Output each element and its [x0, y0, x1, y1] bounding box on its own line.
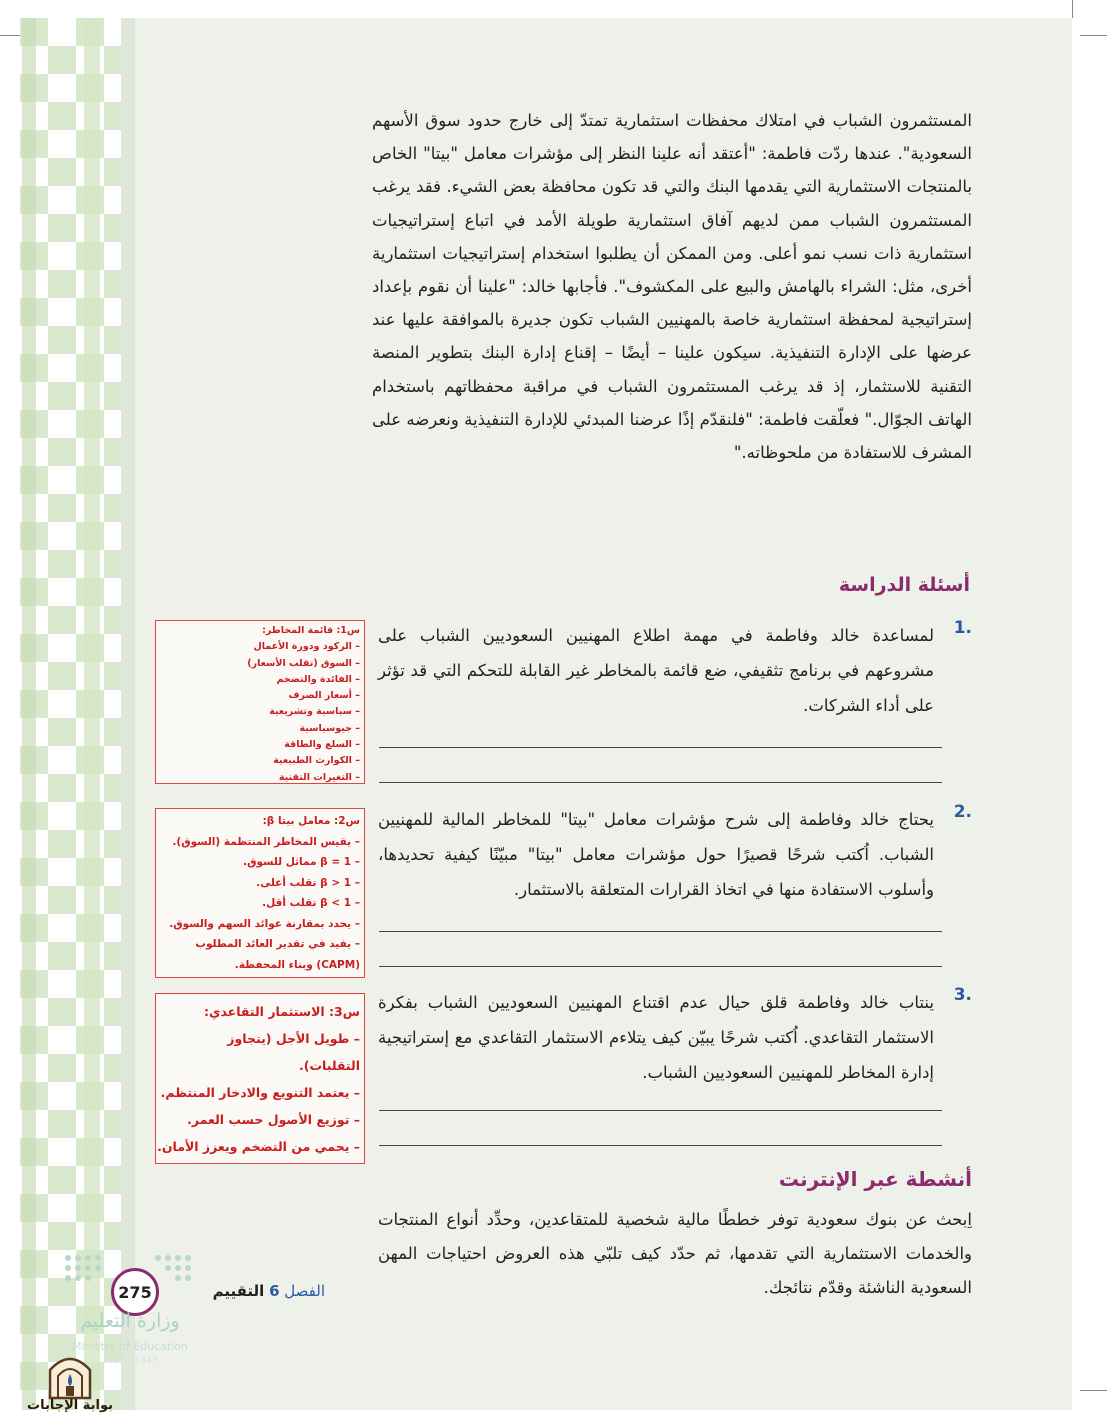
answer-item: – طويل الأجل (يتجاوز — [227, 1031, 360, 1046]
answer-item: – توزيع الأصول حسب العمر. — [187, 1112, 360, 1127]
ministry-name-ar: وزارة التعليم — [80, 1310, 180, 1332]
chapter-label: الفصل — [284, 1282, 325, 1300]
question-number: .2 — [953, 802, 972, 822]
edition-year: 2025 - 1447 — [102, 1356, 158, 1366]
question-text: ينتاب خالد وفاطمة قلق حيال عدم اقتناع المهنيين السعوديين الشباب بفكرة الاستثمار التقاعدي. اُكتب شرحًا يبيّن كيف يتلاءم الاستثمار التقاعدي مع إستراتيجية إدارة المخاطر للمهنيين السعوديين الشباب. — [378, 993, 934, 1082]
answer-item: – السلع والطاقة — [284, 739, 360, 751]
answer-item: – يحدد بمقارنة عوائد السهم والسوق. — [169, 917, 360, 930]
answer-line[interactable] — [379, 966, 942, 967]
answer-item: – الفائدة والتضخم — [276, 673, 360, 685]
answers-portal-logo-icon — [44, 1348, 96, 1400]
answer-item: – β = 1 مماثل للسوق. — [243, 856, 360, 868]
question-2 — [378, 802, 972, 967]
answers-portal-label: بوابة الإجابات — [27, 1398, 113, 1413]
answer-line[interactable] — [379, 747, 942, 748]
answer-line[interactable] — [379, 931, 942, 932]
answer-item: – يحمي من التضخم ويعزز الأمان. — [157, 1139, 360, 1154]
answer-heading: س3: الاستثمار التقاعدي: — [203, 1004, 360, 1019]
chapter-number: 6 — [269, 1282, 280, 1300]
answer-box-q2 — [155, 808, 365, 978]
answer-heading: س2: معامل بيتا β: — [262, 815, 360, 827]
question-number: .3 — [953, 985, 972, 1005]
answer-item: – أسعار الصرف — [288, 690, 360, 702]
page-number: 275 — [111, 1268, 159, 1316]
question-3 — [378, 985, 972, 1146]
chapter-title: التقييم — [212, 1282, 265, 1300]
ministry-logo-dots — [62, 1252, 198, 1292]
question-text: لمساعدة خالد وفاطمة في مهمة اطلاع المهنيين السعوديين الشباب على مشروعهم في برنامج تثقيفي، ضع قائمة بالمخاطر غير القابلة للتحكم التي قد تؤثر على أداء الشركات. — [378, 626, 934, 715]
answer-item: – سياسية وتشريعية — [269, 706, 360, 718]
answer-line[interactable] — [379, 782, 942, 783]
answer-item: – يعتمد التنويع والادخار المنتظم. — [160, 1085, 360, 1100]
answer-item: – التغيرات التقنية — [278, 771, 360, 783]
question-number: .1 — [953, 618, 972, 638]
question-1 — [378, 618, 972, 783]
decorative-stripe — [121, 18, 135, 1410]
answer-item: – الكوارث الطبيعية — [273, 755, 360, 767]
answer-item: – β < 1 تقلب أقل. — [262, 897, 360, 909]
crop-mark — [1072, 0, 1073, 18]
answer-item: – الركود ودورة الأعمال — [253, 641, 360, 653]
section-title-study-questions: أسئلة الدراسة — [838, 574, 970, 596]
decorative-stripe — [22, 18, 36, 1410]
answer-box-q3 — [155, 993, 365, 1164]
crop-mark — [1080, 35, 1107, 36]
online-activities-text: اِبحث عن بنوك سعودية توفر خططًا مالية شخصية للمتقاعدين، وحدِّد أنواع المنتجات والخدمات الاستثمارية التي تقدمها، ثم حدّد كيف تلبّي هذه العروض احتياجات المهن السعودية الناشئة وقدّم نتائجك. — [378, 1210, 972, 1297]
question-text: يحتاج خالد وفاطمة إلى شرح مؤشرات معامل "بيتا" للمخاطر المالية للمهنيين الشباب. اُكتب شرحًا قصيرًا حول مؤشرات معامل "بيتا" مبيّنًا كيفية تحديدها، وأسلوب الاستفادة منها في اتخاذ القرارات المتعلقة بالاستثمار. — [378, 810, 934, 899]
section-title-online-activities: أنشطة عبر الإنترنت — [778, 1167, 972, 1191]
ministry-name-en: Ministry of Education — [71, 1340, 188, 1353]
story-paragraph: المستثمرون الشباب في امتلاك محفظات استثمارية تمتدّ إلى خارج حدود سوق الأسهم السعودية". عندها ردّت فاطمة: "أعتقد أنه علينا النظر إلى مؤشرات معامل "بيتا" الخاص بالمنتجات الاستثمارية التي يقدمها البنك والتي قد تكون محافظة بعض الشيء. فقد يرغب المستثمرون الشباب ممن لديهم آفاق استثمارية طويلة الأمد في اتباع إستراتيجيات استثمارية ذات نسب نمو أعلى. ومن الممكن أن يطلبوا استخدام إستراتيجيات استثمارية أخرى، مثل: الشراء بالهامش والبيع على المكشوف". فأجابها خالد: "علينا أن نقوم بإعداد إستراتيجية لمحفظة استثمارية خاصة بالمهنيين الشباب تكون جديرة بالموافقة عليها عند عرضها على الإدارة التنفيذية. سيكون علينا – أيضًا – إقناع إدارة البنك بتطوير المنصة التقنية للاستثمار، إذ قد يرغب المستثمرون الشباب في مراقبة محفظاتهم باستخدام الهاتف الجوّال." فعلّقت فاطمة: "فلنقدّم إذًا عرضنا المبدئي للإدارة التنفيذية ونعرضه على المشرف للاستفادة من ملحوظاته." — [372, 111, 972, 463]
answer-item: – يفيد في تقدير العائد المطلوب — [195, 938, 360, 950]
crop-mark — [1080, 1390, 1107, 1391]
answer-heading: س1: قائمة المخاطر: — [262, 625, 360, 636]
answer-item: – β > 1 تقلب أعلى. — [256, 876, 360, 889]
answer-item: – جيوسياسية — [299, 722, 360, 734]
decorative-stripe — [84, 18, 100, 1410]
answer-line[interactable] — [379, 1110, 942, 1111]
answer-item: – السوق (تقلب الأسعار) — [247, 657, 360, 669]
answer-item: – يقيس المخاطر المنتظمة (السوق). — [172, 835, 360, 848]
decorative-diamond-strip — [20, 18, 136, 1410]
answer-box-q1 — [155, 620, 365, 784]
crop-mark — [0, 35, 20, 36]
chapter-footer — [180, 1282, 325, 1300]
answer-line[interactable] — [379, 1145, 942, 1146]
answer-item: (CAPM) وبناء المحفظة. — [234, 958, 360, 971]
answer-item: التقلبات). — [299, 1058, 360, 1073]
